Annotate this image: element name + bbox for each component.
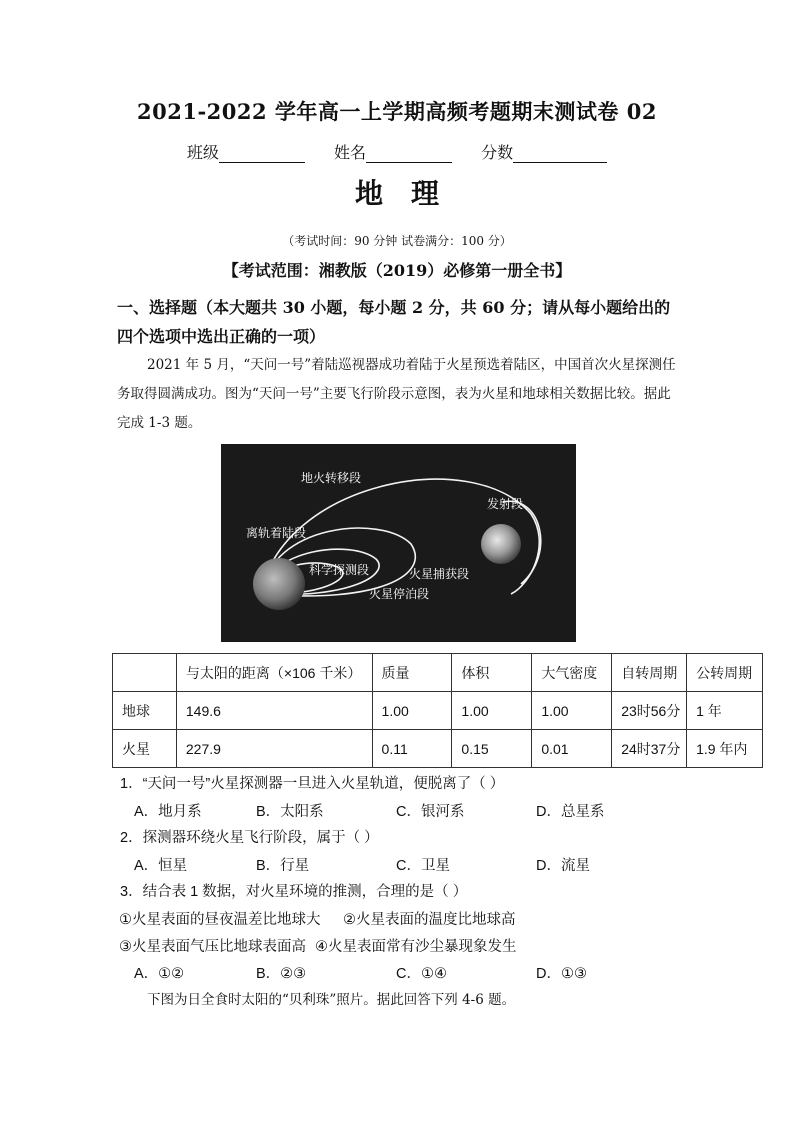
class-label: 班级 [186,143,219,162]
next-question-lead: 下图为日全食时太阳的“贝利珠”照片。据此回答下列 4-6 题。 [147,992,516,1008]
table-cell: 0.01 [532,730,612,768]
question-1-stem: 1．“天问一号”火星探测器一旦进入火星轨道，便脱离了（ ） [120,776,505,792]
student-info-row [0,140,794,163]
label-parking: 火星停泊段 [369,587,430,601]
table-header-cell: 公转周期 [687,654,763,692]
question-3-statement: ①火星表面的昼夜温差比地球大 [119,912,321,928]
label-launch: 发射段 [487,497,524,511]
question-3-option-d[interactable]: D．①③ [536,966,587,982]
table-cell: 0.15 [452,730,532,768]
mars-earth-table [112,653,763,768]
table-header-row [113,654,763,692]
question-1-option-b[interactable]: B．太阳系 [256,804,324,820]
label-deorbit-landing: 离轨着陆段 [246,526,307,540]
table-cell: 23时56分 [612,692,687,730]
table-header-cell: 体积 [452,654,532,692]
question-1-option-d[interactable]: D．总星系 [536,804,605,820]
question-2-option-d[interactable]: D．流星 [536,858,590,874]
table-row [113,730,763,768]
table-header-cell: 大气密度 [532,654,612,692]
label-capture: 火星捕获段 [409,567,470,581]
question-3-stem: 3．结合表 1 数据，对火星环境的推测，合理的是（ ） [120,884,468,900]
label-science: 科学探测段 [309,563,370,577]
earth-planet [481,524,521,564]
exam-scope: 【考试范围：湘教版（2019）必修第一册全书】 [222,261,572,280]
question-3-statement: ③火星表面气压比地球表面高 [119,939,306,955]
tianwen-flight-diagram [221,444,576,642]
exam-time: （考试时间：90 分钟 试卷满分：100 分） [282,234,512,248]
question-3-option-a[interactable]: A．①② [134,966,185,982]
diagram-background [221,444,576,642]
question-2-option-b[interactable]: B．行星 [256,858,310,874]
table-cell: 227.9 [176,730,372,768]
question-3-statement: ②火星表面的温度比地球高 [343,912,516,928]
mars-planet [253,558,305,610]
table-cell: 1.9 年内 [687,730,763,768]
question-3-option-c[interactable]: C．①④ [396,966,447,982]
table-header-cell: 与太阳的距离（×106 千米） [176,654,372,692]
question-2-stem: 2．探测器环绕火星飞行阶段，属于（ ） [120,830,379,846]
question-3-option-b[interactable]: B．②③ [256,966,307,982]
score-blank[interactable] [513,144,607,163]
table-cell: 24时37分 [612,730,687,768]
class-blank[interactable] [219,144,305,163]
question-3-statement: ④火星表面常有沙尘暴现象发生 [315,939,517,955]
flight-diagram-svg [221,444,576,642]
table-cell: 1 年 [687,692,763,730]
question-1-option-c[interactable]: C．银河系 [396,804,465,820]
table-cell: 地球 [113,692,177,730]
table-cell: 149.6 [176,692,372,730]
table-cell: 火星 [113,730,177,768]
name-label: 姓名 [333,143,366,162]
score-field [481,140,607,163]
table-row [113,692,763,730]
question-2-option-c[interactable]: C．卫星 [396,858,450,874]
class-field [187,140,305,163]
table-cell: 1.00 [372,692,452,730]
table-cell: 1.00 [452,692,532,730]
table-cell: 1.00 [532,692,612,730]
name-field [334,140,452,163]
subject-title: 地理 [354,177,467,210]
table-cell: 0.11 [372,730,452,768]
section-heading: 一、选择题（本大题共 30 小题，每小题 2 分，共 60 分；请从每小题给出的四个选项中选出正确的一项） [117,298,671,346]
section-intro: 2021 年 5 月，“天问一号”着陆巡视器成功着陆于火星预选着陆区，中国首次火星探测任务取得圆满成功。图为“天问一号”主要飞行阶段示意图，表为火星和地球相关数据比较。据此完成 1-3 题。 [117,357,676,431]
score-label: 分数 [481,143,514,162]
table-header-cell: 质量 [372,654,452,692]
table-header-cell [113,654,177,692]
question-2-option-a[interactable]: A．恒星 [134,858,188,874]
label-transfer: 地火转移段 [301,471,362,485]
question-1-option-a[interactable]: A．地月系 [134,804,202,820]
exam-title: 2021-2022 学年高一上学期高频考题期末测试卷 02 [137,99,657,124]
name-blank[interactable] [366,144,452,163]
table-header-cell: 自转周期 [612,654,687,692]
